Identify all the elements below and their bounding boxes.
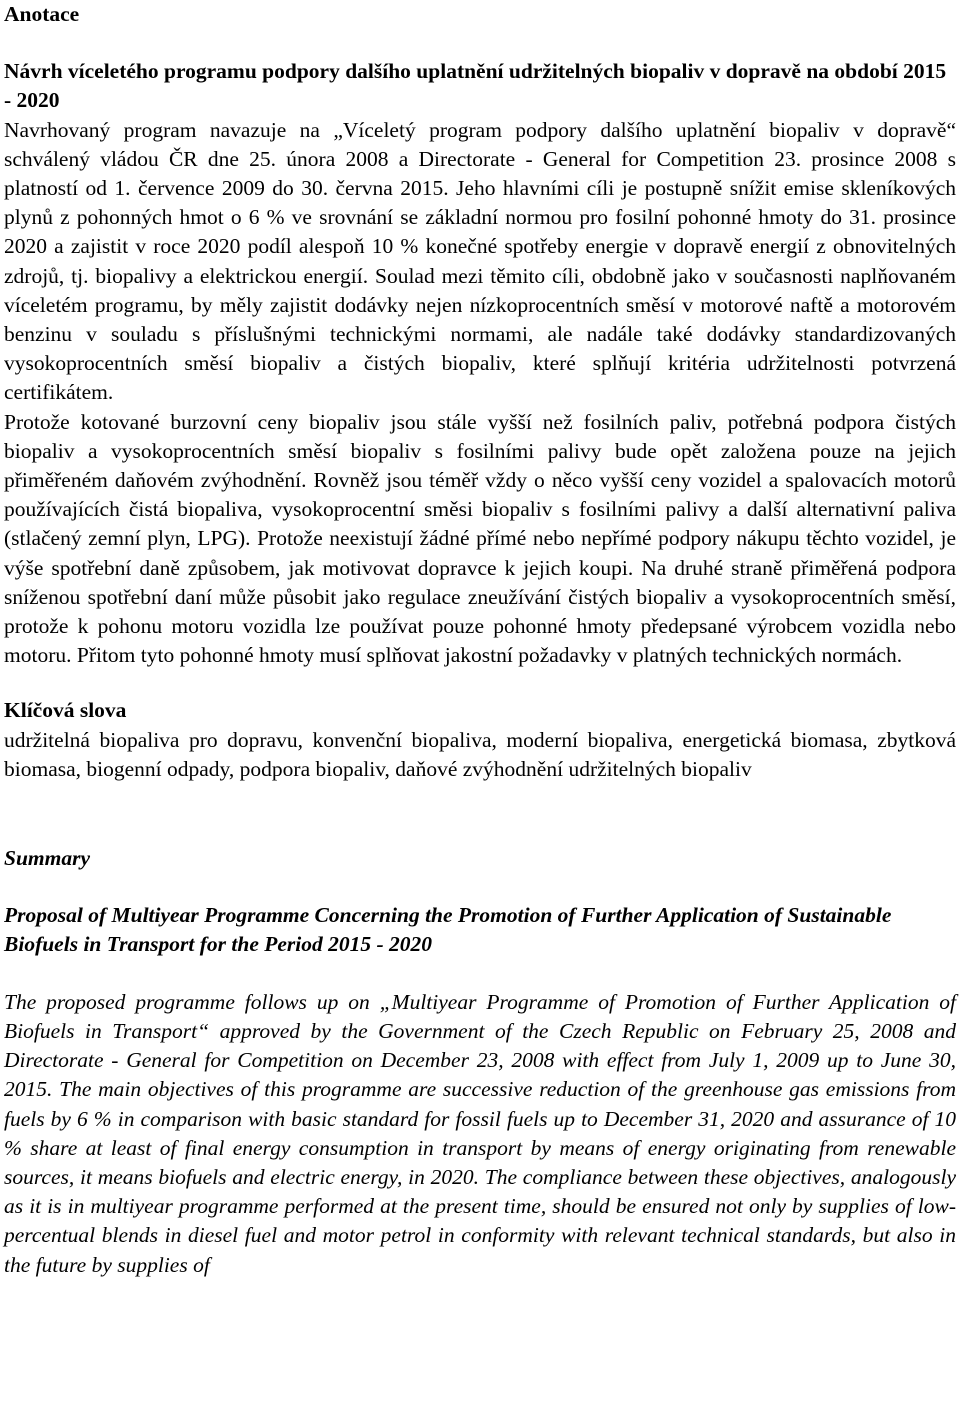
anotace-heading: Anotace: [4, 2, 80, 26]
english-title: Proposal of Multiyear Programme Concerning the Promotion of Further Application of Sustainable Biofuels in Transport for the Period 2015 - 2020: [4, 903, 892, 957]
keywords-heading: Klíčová slova: [4, 698, 127, 723]
czech-paragraph-2: Protože kotované burzovní ceny biopaliv jsou stále vyšší než fosilních paliv, potřebná podpora čistých biopaliv a vysokoprocentních směsí biopaliv s fosilními palivy bude opět založena pouze na jejich přiměřeném daňovém zvýhodnění. Rovněž jsou téměř vždy o něco vyšší ceny vozidel a spalovacích motorů používajících čistá biopaliva, vysokoprocentní směsi biopaliv s fosilními palivy a další alternativní paliva (stlačený zemní plyn, LPG). Protože neexistují žádné přímé nebo nepřímé podpory nákupu těchto vozidel, je výše spotřební daně způsobem, jak motivovat dopravce k jejich koupi. Na druhé straně přiměřená podpora sníženou spotřební daní může působit jako regulace zneužívání čistých biopaliv a vysokoprocentních směsí, protože k pohonu motoru vozidla lze používat pouze pohonné hmoty předepsané výrobcem vozidla nebo motoru. Přitom tyto pohonné hmoty musí splňovat jakostní požadavky v platných technických normách.: [4, 409, 956, 668]
english-paragraph: The proposed programme follows up on „Multiyear Programme of Promotion of Further Application of Biofuels in Transport“ approved by the Government of the Czech Republic on February 25, 2008 and Directorate - General for Competition on December 23, 2008 with effect from July 1, 2009 up to June 30, 2015. The main objectives of this programme are successive reduction of the greenhouse gas emissions from fuels by 6 % in comparison with basic standard for fossil fuels up to December 31, 2020 and assurance of 10 % share at least of final energy consumption in transport by means of energy originating from renewable sources, it means biofuels and electric energy, in 2020. The compliance between these objectives, analogously as it is in multiyear programme performed at the present time, should be ensured not only by supplies of low-percentual blends in diesel fuel and motor petrol in conformity with relevant technical standards, but also in the future by supplies of: [4, 989, 956, 1277]
czech-paragraph-1: Navrhovaný program navazuje na „Víceletý program podpory dalšího uplatnění biopaliv v dopravě“ schválený vládou ČR dne 25. února 2008 a Directorate - General for Competition 23. prosince 2008 s platností od 1. července 2009 do 30. června 2015. Jeho hlavními cíli je postupně snížit emise skleníkových plynů z pohonných hmot o 6 % ve srovnání se základní normou pro fosilní pohonné hmoty do 31. prosince 2020 a zajistit v roce 2020 podíl alespoň 10 % konečné spotřeby energie v dopravě energií z obnovitelných zdrojů, tj. biopalivy a elektrickou energií. Soulad mezi těmito cíli, obdobně jako v současnosti naplňovaném víceletém programu, by měly zajistit dodávky nejen nízkoprocentních směsí v motorové naftě a motorovém benzinu v souladu s příslušnými technickými normami, ale nadále také dodávky standardizovaných vysokoprocentních směsí biopaliv a čistých biopaliv, které splňují kritéria udržitelnosti potvrzená certifikátem.: [4, 117, 956, 405]
czech-title: Návrh víceletého programu podpory dalšího uplatnění udržitelných biopaliv v dopravě na období 2015 - 2020: [4, 59, 947, 113]
keywords-text: udržitelná biopaliva pro dopravu, konvenční biopaliva, moderní biopaliva, energetická biomasa, zbytková biomasa, biogenní odpady, podpora biopaliv, daňové zvýhodnění udržitelných biopaliv: [4, 727, 956, 781]
summary-heading: Summary: [4, 846, 91, 871]
